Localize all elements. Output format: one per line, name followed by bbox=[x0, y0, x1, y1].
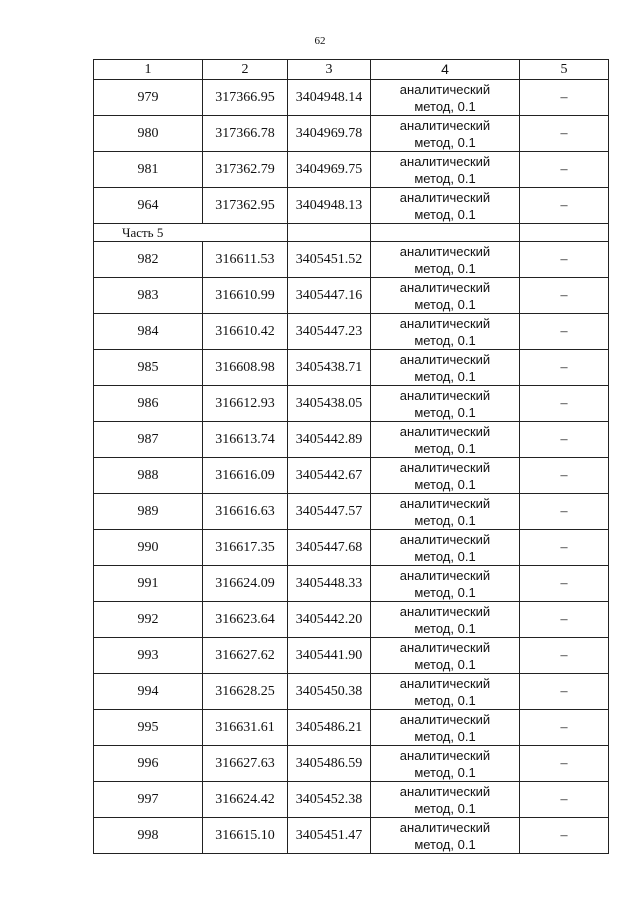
method-line-1: аналитический bbox=[399, 81, 491, 97]
method-line-2: метод, 0.1 bbox=[414, 836, 476, 852]
column-5-cell: – bbox=[520, 242, 609, 278]
method-line-2: метод, 0.1 bbox=[414, 170, 476, 186]
column-5-cell: – bbox=[520, 422, 609, 458]
method-line-2: метод, 0.1 bbox=[414, 764, 476, 780]
point-number-cell: 979 bbox=[94, 80, 203, 116]
column-5-cell: – bbox=[520, 638, 609, 674]
method-line-2: метод, 0.1 bbox=[414, 620, 476, 636]
method-cell bbox=[371, 386, 520, 422]
column-5-cell: – bbox=[520, 188, 609, 224]
point-number-cell: 997 bbox=[94, 782, 203, 818]
table-row bbox=[94, 278, 609, 314]
table-row bbox=[94, 566, 609, 602]
section-label: Часть 5 bbox=[94, 224, 288, 242]
table-body bbox=[94, 80, 609, 854]
x-coordinate-cell: 317366.95 bbox=[203, 80, 288, 116]
method-line-1: аналитический bbox=[399, 531, 491, 547]
point-number-cell: 982 bbox=[94, 242, 203, 278]
method-cell bbox=[371, 314, 520, 350]
y-coordinate-cell: 3405438.05 bbox=[288, 386, 371, 422]
method-cell bbox=[371, 746, 520, 782]
table-row bbox=[94, 116, 609, 152]
method-line-1: аналитический bbox=[399, 423, 491, 439]
point-number-cell: 981 bbox=[94, 152, 203, 188]
table-row bbox=[94, 422, 609, 458]
point-number-cell: 983 bbox=[94, 278, 203, 314]
method-line-1: аналитический bbox=[399, 639, 491, 655]
y-coordinate-cell: 3405452.38 bbox=[288, 782, 371, 818]
method-cell bbox=[371, 278, 520, 314]
method-line-1: аналитический bbox=[399, 351, 491, 367]
x-coordinate-cell: 316616.09 bbox=[203, 458, 288, 494]
y-coordinate-cell: 3405447.16 bbox=[288, 278, 371, 314]
point-number-cell: 987 bbox=[94, 422, 203, 458]
column-5-cell: – bbox=[520, 350, 609, 386]
y-coordinate-cell: 3404948.14 bbox=[288, 80, 371, 116]
column-5-cell: – bbox=[520, 746, 609, 782]
point-number-cell: 993 bbox=[94, 638, 203, 674]
x-coordinate-cell: 316627.62 bbox=[203, 638, 288, 674]
method-line-1: аналитический bbox=[399, 603, 491, 619]
method-cell bbox=[371, 422, 520, 458]
x-coordinate-cell: 316628.25 bbox=[203, 674, 288, 710]
table-row bbox=[94, 674, 609, 710]
table-row bbox=[94, 530, 609, 566]
x-coordinate-cell: 316608.98 bbox=[203, 350, 288, 386]
column-5-cell: – bbox=[520, 458, 609, 494]
method-cell bbox=[371, 458, 520, 494]
method-line-1: аналитический bbox=[399, 153, 491, 169]
method-line-1: аналитический bbox=[399, 711, 491, 727]
table-row bbox=[94, 314, 609, 350]
method-cell bbox=[371, 350, 520, 386]
method-line-2: метод, 0.1 bbox=[414, 728, 476, 744]
table-row bbox=[94, 350, 609, 386]
y-coordinate-cell: 3405451.52 bbox=[288, 242, 371, 278]
x-coordinate-cell: 316617.35 bbox=[203, 530, 288, 566]
x-coordinate-cell: 317362.79 bbox=[203, 152, 288, 188]
y-coordinate-cell: 3405447.57 bbox=[288, 494, 371, 530]
y-coordinate-cell: 3405448.33 bbox=[288, 566, 371, 602]
x-coordinate-cell: 316624.42 bbox=[203, 782, 288, 818]
point-number-cell: 985 bbox=[94, 350, 203, 386]
x-coordinate-cell: 316623.64 bbox=[203, 602, 288, 638]
y-coordinate-cell: 3405486.21 bbox=[288, 710, 371, 746]
point-number-cell: 996 bbox=[94, 746, 203, 782]
x-coordinate-cell: 316611.53 bbox=[203, 242, 288, 278]
column-5-cell: – bbox=[520, 602, 609, 638]
empty-cell bbox=[520, 224, 609, 242]
table-row bbox=[94, 494, 609, 530]
column-5-cell: – bbox=[520, 710, 609, 746]
method-line-2: метод, 0.1 bbox=[414, 404, 476, 420]
table-row bbox=[94, 152, 609, 188]
x-coordinate-cell: 316616.63 bbox=[203, 494, 288, 530]
table-row bbox=[94, 710, 609, 746]
table-row bbox=[94, 638, 609, 674]
point-number-cell: 998 bbox=[94, 818, 203, 854]
y-coordinate-cell: 3404948.13 bbox=[288, 188, 371, 224]
method-line-1: аналитический bbox=[399, 279, 491, 295]
x-coordinate-cell: 316624.09 bbox=[203, 566, 288, 602]
table-header-row bbox=[94, 60, 609, 80]
x-coordinate-cell: 317366.78 bbox=[203, 116, 288, 152]
method-line-1: аналитический bbox=[399, 189, 491, 205]
y-coordinate-cell: 3405451.47 bbox=[288, 818, 371, 854]
column-5-cell: – bbox=[520, 116, 609, 152]
method-line-2: метод, 0.1 bbox=[414, 584, 476, 600]
header-col-2: 2 bbox=[203, 60, 288, 80]
y-coordinate-cell: 3405447.23 bbox=[288, 314, 371, 350]
point-number-cell: 988 bbox=[94, 458, 203, 494]
column-5-cell: – bbox=[520, 782, 609, 818]
method-cell bbox=[371, 188, 520, 224]
table-row bbox=[94, 188, 609, 224]
method-line-2: метод, 0.1 bbox=[414, 512, 476, 528]
point-number-cell: 990 bbox=[94, 530, 203, 566]
x-coordinate-cell: 316631.61 bbox=[203, 710, 288, 746]
header-col-4: 4 bbox=[371, 60, 520, 80]
method-line-1: аналитический bbox=[399, 675, 491, 691]
method-cell bbox=[371, 566, 520, 602]
method-line-1: аналитический bbox=[399, 495, 491, 511]
point-number-cell: 995 bbox=[94, 710, 203, 746]
method-line-1: аналитический bbox=[399, 459, 491, 475]
method-line-1: аналитический bbox=[399, 315, 491, 331]
method-line-2: метод, 0.1 bbox=[414, 476, 476, 492]
method-line-1: аналитический bbox=[399, 567, 491, 583]
method-cell bbox=[371, 638, 520, 674]
method-cell bbox=[371, 242, 520, 278]
method-line-2: метод, 0.1 bbox=[414, 296, 476, 312]
method-line-2: метод, 0.1 bbox=[414, 134, 476, 150]
page-number: 62 bbox=[314, 35, 326, 47]
empty-cell bbox=[371, 224, 520, 242]
table-row bbox=[94, 782, 609, 818]
method-cell bbox=[371, 152, 520, 188]
section-row bbox=[94, 224, 609, 242]
method-line-1: аналитический bbox=[399, 243, 491, 259]
column-5-cell: – bbox=[520, 566, 609, 602]
method-line-2: метод, 0.1 bbox=[414, 692, 476, 708]
method-cell bbox=[371, 80, 520, 116]
column-5-cell: – bbox=[520, 386, 609, 422]
column-5-cell: – bbox=[520, 278, 609, 314]
method-line-2: метод, 0.1 bbox=[414, 98, 476, 114]
table-row bbox=[94, 80, 609, 116]
column-5-cell: – bbox=[520, 152, 609, 188]
method-line-2: метод, 0.1 bbox=[414, 206, 476, 222]
point-number-cell: 994 bbox=[94, 674, 203, 710]
point-number-cell: 992 bbox=[94, 602, 203, 638]
method-cell bbox=[371, 494, 520, 530]
x-coordinate-cell: 316610.99 bbox=[203, 278, 288, 314]
table-row bbox=[94, 746, 609, 782]
method-cell bbox=[371, 782, 520, 818]
y-coordinate-cell: 3405442.20 bbox=[288, 602, 371, 638]
header-col-3: 3 bbox=[288, 60, 371, 80]
method-cell bbox=[371, 116, 520, 152]
y-coordinate-cell: 3405441.90 bbox=[288, 638, 371, 674]
y-coordinate-cell: 3405447.68 bbox=[288, 530, 371, 566]
x-coordinate-cell: 316627.63 bbox=[203, 746, 288, 782]
column-5-cell: – bbox=[520, 494, 609, 530]
method-cell bbox=[371, 530, 520, 566]
method-line-2: метод, 0.1 bbox=[414, 440, 476, 456]
y-coordinate-cell: 3405450.38 bbox=[288, 674, 371, 710]
method-line-1: аналитический bbox=[399, 117, 491, 133]
column-5-cell: – bbox=[520, 530, 609, 566]
column-5-cell: – bbox=[520, 818, 609, 854]
x-coordinate-cell: 316615.10 bbox=[203, 818, 288, 854]
column-5-cell: – bbox=[520, 674, 609, 710]
point-number-cell: 989 bbox=[94, 494, 203, 530]
column-5-cell: – bbox=[520, 80, 609, 116]
table-row bbox=[94, 242, 609, 278]
y-coordinate-cell: 3405486.59 bbox=[288, 746, 371, 782]
method-cell bbox=[371, 674, 520, 710]
table-row bbox=[94, 386, 609, 422]
method-line-2: метод, 0.1 bbox=[414, 800, 476, 816]
table-row bbox=[94, 818, 609, 854]
method-line-2: метод, 0.1 bbox=[414, 548, 476, 564]
method-cell bbox=[371, 602, 520, 638]
y-coordinate-cell: 3405442.89 bbox=[288, 422, 371, 458]
method-line-2: метод, 0.1 bbox=[414, 368, 476, 384]
column-5-cell: – bbox=[520, 314, 609, 350]
point-number-cell: 964 bbox=[94, 188, 203, 224]
x-coordinate-cell: 316612.93 bbox=[203, 386, 288, 422]
x-coordinate-cell: 316610.42 bbox=[203, 314, 288, 350]
header-col-1: 1 bbox=[94, 60, 203, 80]
point-number-cell: 980 bbox=[94, 116, 203, 152]
table-row bbox=[94, 602, 609, 638]
point-number-cell: 991 bbox=[94, 566, 203, 602]
y-coordinate-cell: 3404969.78 bbox=[288, 116, 371, 152]
x-coordinate-cell: 316613.74 bbox=[203, 422, 288, 458]
method-line-2: метод, 0.1 bbox=[414, 332, 476, 348]
y-coordinate-cell: 3405438.71 bbox=[288, 350, 371, 386]
y-coordinate-cell: 3405442.67 bbox=[288, 458, 371, 494]
y-coordinate-cell: 3404969.75 bbox=[288, 152, 371, 188]
coordinates-table bbox=[93, 59, 609, 854]
point-number-cell: 984 bbox=[94, 314, 203, 350]
header-col-5: 5 bbox=[520, 60, 609, 80]
table-row bbox=[94, 458, 609, 494]
x-coordinate-cell: 317362.95 bbox=[203, 188, 288, 224]
point-number-cell: 986 bbox=[94, 386, 203, 422]
method-cell bbox=[371, 818, 520, 854]
method-line-1: аналитический bbox=[399, 747, 491, 763]
method-line-1: аналитический bbox=[399, 783, 491, 799]
method-line-2: метод, 0.1 bbox=[414, 260, 476, 276]
method-line-1: аналитический bbox=[399, 819, 491, 835]
method-line-1: аналитический bbox=[399, 387, 491, 403]
method-line-2: метод, 0.1 bbox=[414, 656, 476, 672]
method-cell bbox=[371, 710, 520, 746]
empty-cell bbox=[288, 224, 371, 242]
